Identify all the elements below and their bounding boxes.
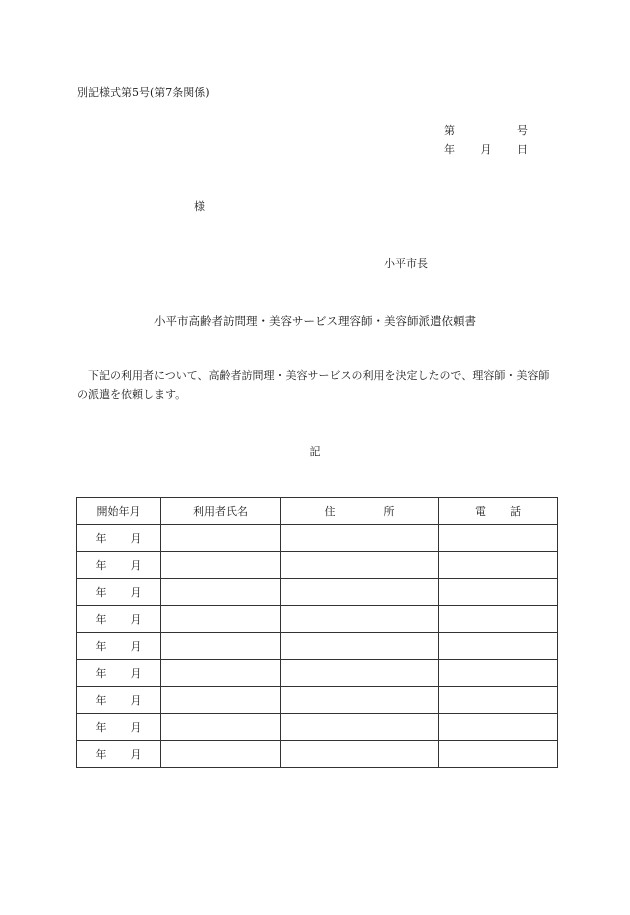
user-name-cell (161, 579, 281, 606)
document-number-line (444, 122, 528, 138)
header-phone: 電 話 (439, 498, 558, 525)
date-day-label: 日 (517, 143, 528, 156)
address-cell (281, 606, 439, 633)
user-name-cell (161, 741, 281, 768)
table-header-row (77, 498, 558, 525)
phone-cell (439, 714, 558, 741)
body-paragraph: 下記の利用者について、高齢者訪問理・美容サービスの利用を決定したので、理容師・美容師の派遣を依頼します。 (77, 369, 550, 401)
number-dai-label: 第 (444, 124, 455, 137)
start-month-cell: 年 月 (77, 552, 161, 579)
table-row (77, 714, 558, 741)
phone-cell (439, 552, 558, 579)
address-cell (281, 660, 439, 687)
user-name-cell (161, 687, 281, 714)
start-month-cell: 年 月 (77, 741, 161, 768)
user-name-cell (161, 552, 281, 579)
header-user-name: 利用者氏名 (161, 498, 281, 525)
phone-cell (439, 660, 558, 687)
date-year-label: 年 (444, 143, 455, 156)
start-month-cell: 年 月 (77, 633, 161, 660)
header-address: 住 所 (281, 498, 439, 525)
form-number: 別記様式第5号(第7条関係) (77, 86, 210, 99)
start-month-cell: 年 月 (77, 579, 161, 606)
user-name-cell (161, 633, 281, 660)
phone-cell (439, 525, 558, 552)
address-cell (281, 714, 439, 741)
date-line (444, 141, 528, 157)
start-month-cell: 年 月 (77, 714, 161, 741)
table-row (77, 687, 558, 714)
table-row (77, 606, 558, 633)
address-cell (281, 525, 439, 552)
phone-cell (439, 606, 558, 633)
date-month-label: 月 (480, 143, 492, 156)
user-name-cell (161, 606, 281, 633)
table-row (77, 633, 558, 660)
addressee-suffix: 様 (194, 200, 205, 213)
address-cell (281, 579, 439, 606)
user-name-cell (161, 714, 281, 741)
start-month-cell: 年 月 (77, 606, 161, 633)
phone-cell (439, 741, 558, 768)
document-title: 小平市高齢者訪問理・美容サービス理容師・美容師派遣依頼書 (154, 314, 476, 328)
start-month-cell: 年 月 (77, 687, 161, 714)
start-month-cell: 年 月 (77, 525, 161, 552)
request-table (76, 497, 558, 768)
table-row (77, 741, 558, 768)
start-month-cell: 年 月 (77, 660, 161, 687)
phone-cell (439, 579, 558, 606)
address-cell (281, 741, 439, 768)
table-row (77, 552, 558, 579)
address-cell (281, 633, 439, 660)
sender-name: 小平市長 (384, 257, 428, 270)
number-go-label: 号 (517, 124, 528, 137)
phone-cell (439, 687, 558, 714)
address-cell (281, 552, 439, 579)
user-name-cell (161, 660, 281, 687)
address-cell (281, 687, 439, 714)
phone-cell (439, 633, 558, 660)
header-start-month: 開始年月 (77, 498, 161, 525)
user-name-cell (161, 525, 281, 552)
table-row (77, 525, 558, 552)
ki-label: 記 (309, 445, 321, 458)
table-row (77, 660, 558, 687)
table-row (77, 579, 558, 606)
